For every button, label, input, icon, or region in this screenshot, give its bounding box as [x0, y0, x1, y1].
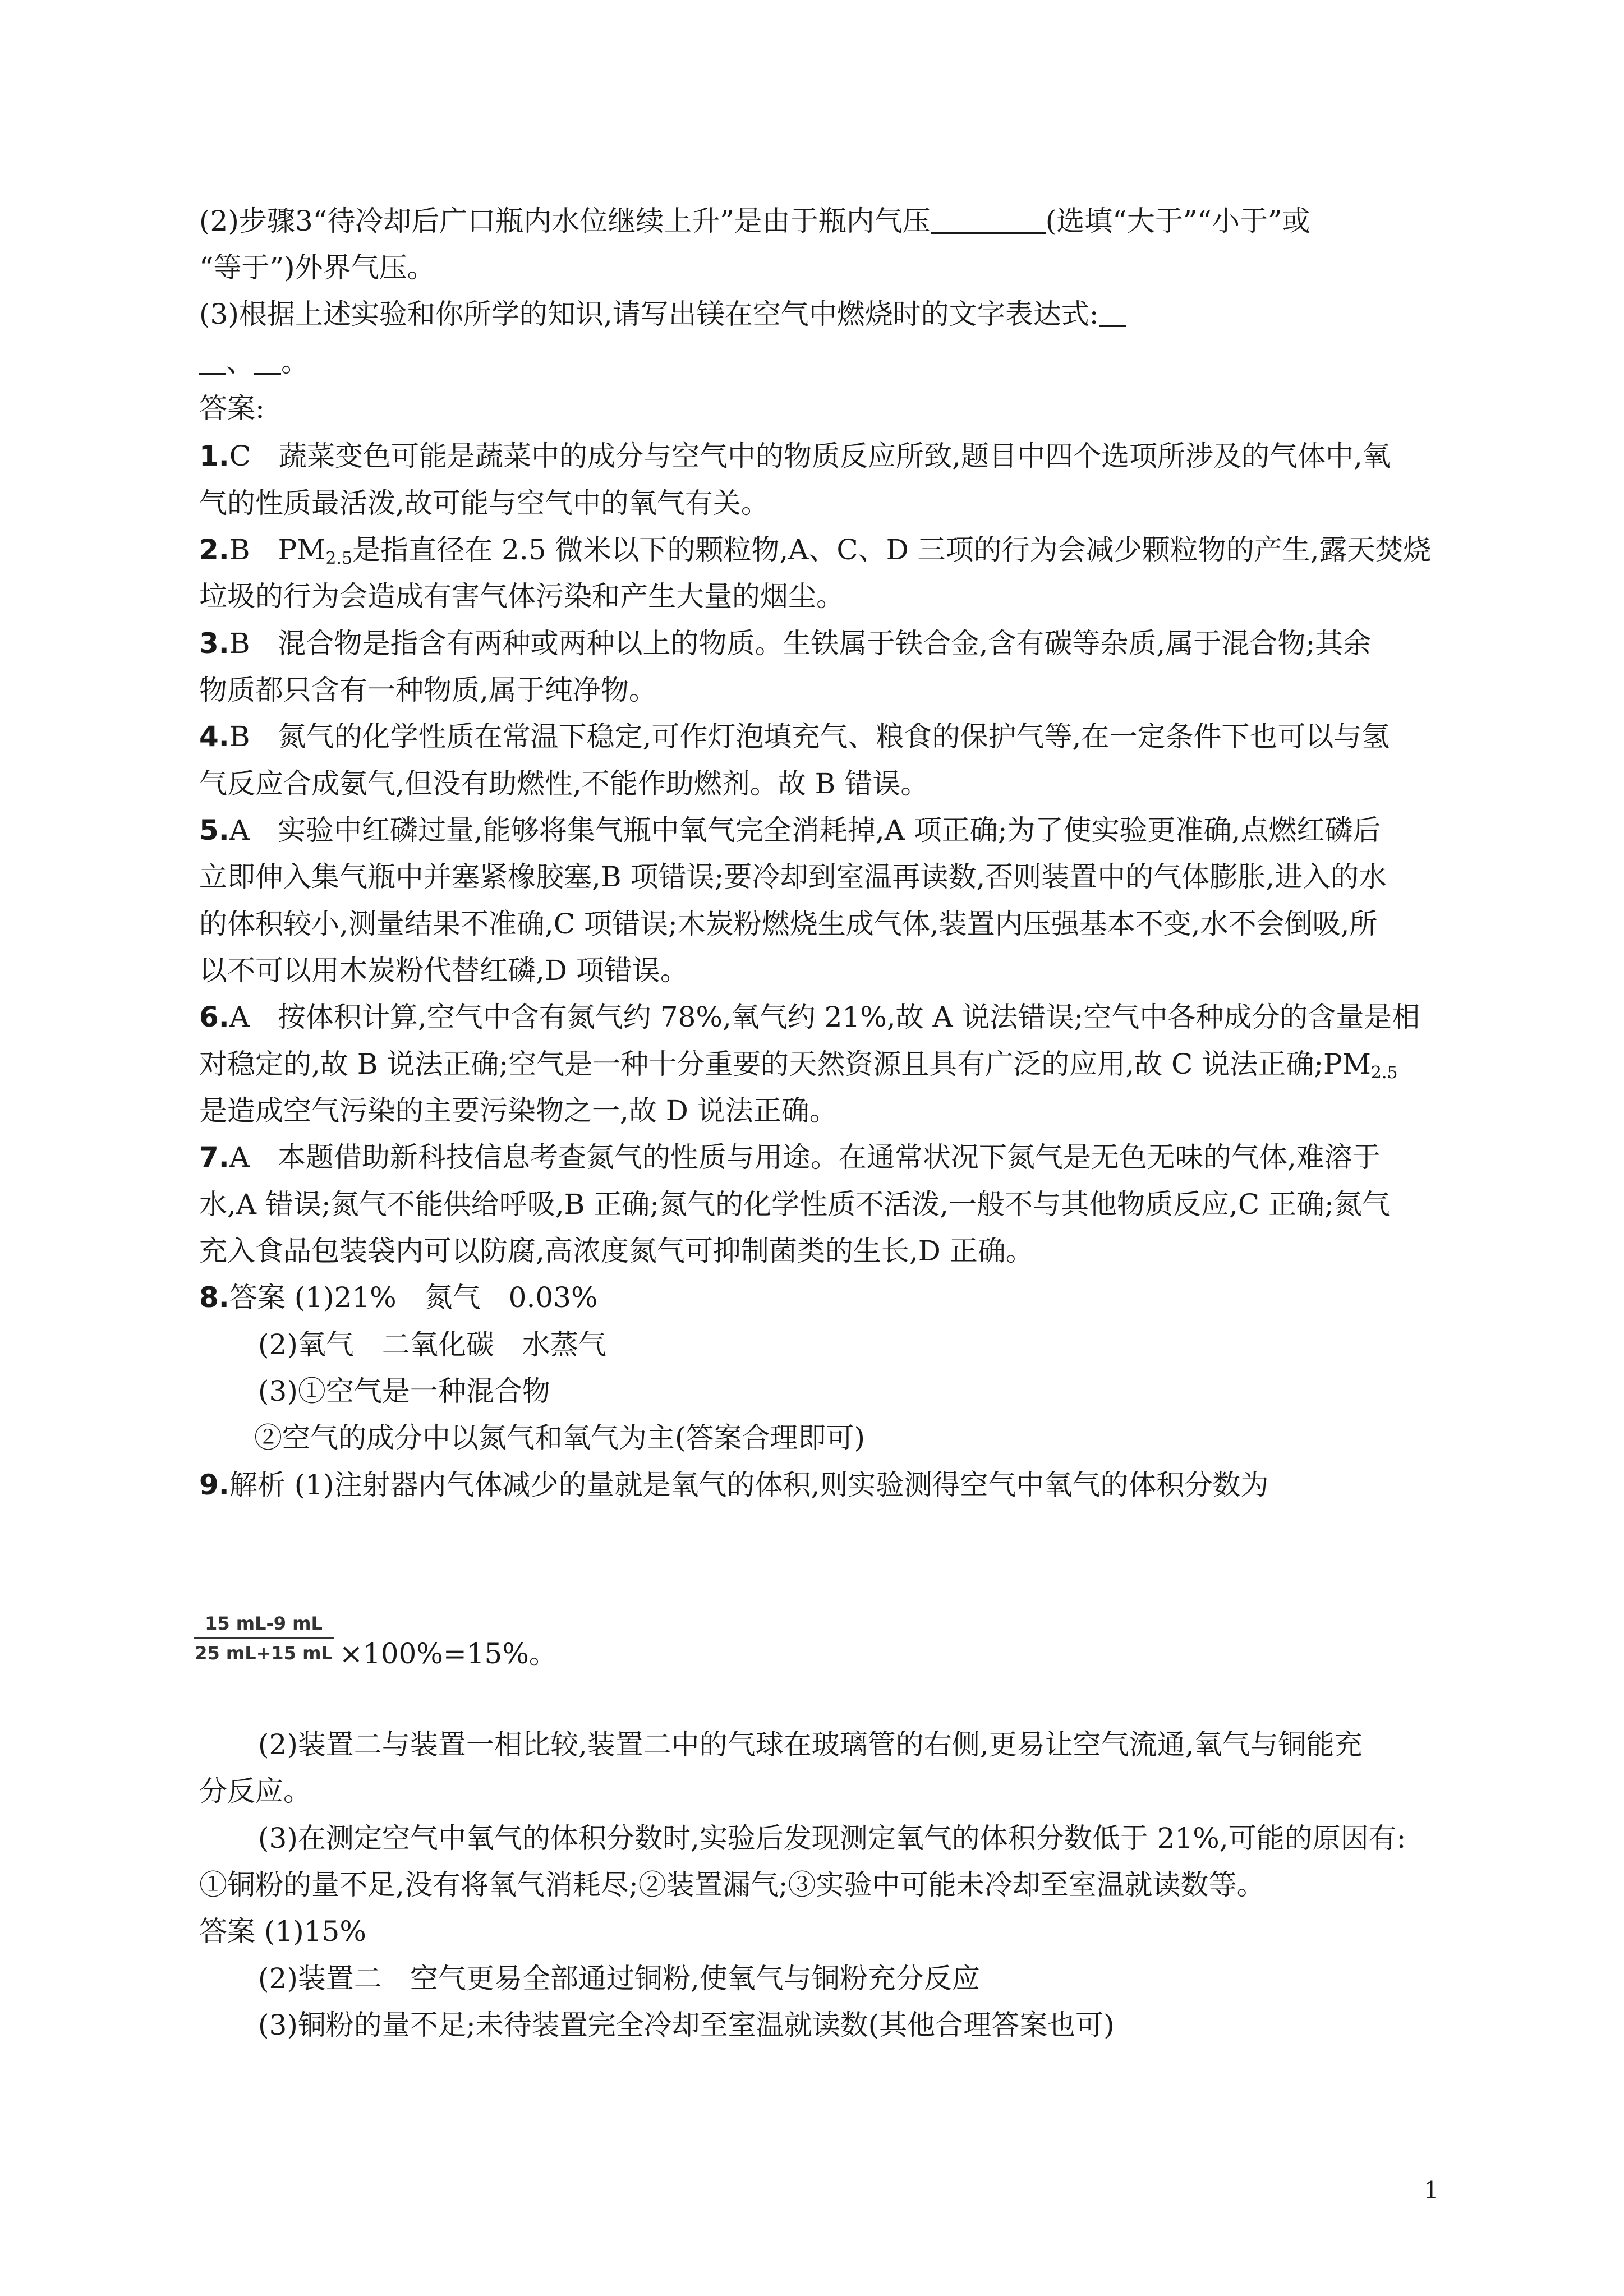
answer-5-line-3: 的体积较小,测量结果不准确,C 项错误;木炭粉燃烧生成气体,装置内压强基本不变,水不会倒吸,所	[199, 908, 1378, 940]
answer-8-line-2: (2)氧气 二氧化碳 水蒸气	[258, 1328, 606, 1361]
q3-line-2: 、 。	[199, 345, 309, 379]
answer-blank[interactable]	[199, 348, 226, 375]
answer-1-line-2: 气的性质最活泼,故可能与空气中的氧气有关。	[199, 487, 769, 519]
answer-9-answer-1: 答案 (1)15%	[199, 1915, 366, 1948]
answer-8-line-4: ②空气的成分中以氮气和氧气为主(答案合理即可)	[254, 1421, 866, 1454]
answer-5-line-4: 以不可以用木炭粉代替红磷,D 项错误。	[199, 954, 688, 987]
answer-4-line-2: 气反应合成氨气,但没有助燃性,不能作助燃剂。故 B 错误。	[199, 767, 929, 800]
answer-9-line-1: 9.解析 (1)注射器内气体减少的量就是氧气的体积,则实验测得空气中氧气的体积分数为	[199, 1469, 1269, 1501]
answer-9-answer-3: (3)铜粉的量不足;未待装置完全冷却至室温就读数(其他合理答案也可)	[258, 2009, 1115, 2041]
answer-9-para-2-line-2: 分反应。	[199, 1775, 311, 1807]
q3-line-1: (3)根据上述实验和你所学的知识,请写出镁在空气中燃烧时的文字表达式:	[199, 297, 1126, 331]
answer-3-line-1: 3.B 混合物是指含有两种或两种以上的物质。生铁属于铁合金,含有碳等杂质,属于混合物;其余	[199, 627, 1372, 660]
answer-5-line-1: 5.A 实验中红磷过量,能够将集气瓶中氧气完全消耗掉,A 项正确;为了使实验更准确,点燃红磷后	[199, 814, 1381, 846]
answer-7-line-2: 水,A 错误;氮气不能供给呼吸,B 正确;氮气的化学性质不活泼,一般不与其他物质反应,C 正确;氮气	[199, 1188, 1390, 1221]
answers-title: 答案:	[199, 392, 265, 425]
answer-6-line-3: 是造成空气污染的主要污染物之一,故 D 说法正确。	[199, 1094, 838, 1127]
q2-line-1: (2)步骤3“待冷却后广口瓶内水位继续上升”是由于瓶内气压 (选填“大于”“小于”或	[199, 205, 1310, 237]
answer-6-line-1: 6.A 按体积计算,空气中含有氮气约 78%,氧气约 21%,故 A 说法错误;空气中各种成分的含量是相	[199, 1001, 1420, 1033]
answer-9-para-3-line-1: (3)在测定空气中氧气的体积分数时,实验后发现测定氧气的体积分数低于 21%,可能的原因有:	[258, 1822, 1406, 1855]
answer-8-line-1: 8.答案 (1)21% 氮气 0.03%	[199, 1281, 598, 1314]
answer-7-line-1: 7.A 本题借助新科技信息考查氮气的性质与用途。在通常状况下氮气是无色无味的气体,难溶于	[199, 1141, 1381, 1174]
answer-1-line-1: 1.C 蔬菜变色可能是蔬菜中的成分与空气中的物质反应所致,题目中四个选项所涉及的气体中,氧	[199, 440, 1391, 472]
answer-blank[interactable]	[931, 208, 1046, 234]
answer-8-line-3: (3)①空气是一种混合物	[258, 1375, 550, 1407]
answer-2-line-2: 垃圾的行为会造成有害气体污染和产生大量的烟尘。	[199, 580, 844, 613]
answer-blank[interactable]	[254, 348, 281, 375]
answer-9-answer-2: (2)装置二 空气更易全部通过铜粉,使氧气与铜粉充分反应	[258, 1962, 980, 1995]
q2-line-2: “等于”)外界气压。	[199, 251, 435, 284]
answer-2-line-1: 2.B $PM_{2.5}$是指直径在 2.5 微米以下的颗粒物,A、C、D 三项的行为会减少颗粒物的产生,露天焚烧	[199, 533, 1432, 568]
fraction-denominator: 25 mL+15 mL	[195, 1642, 333, 1664]
fraction-result: ×100%=15%。	[339, 1637, 557, 1670]
page-number: 1	[1424, 2177, 1439, 2204]
answer-9-para-2-line-1: (2)装置二与装置一相比较,装置二中的气球在玻璃管的右侧,更易让空气流通,氧气与铜能充	[258, 1728, 1363, 1761]
answer-5-line-2: 立即伸入集气瓶中并塞紧橡胶塞,B 项错误;要冷却到室温再读数,否则装置中的气体膨胀,进入的水	[199, 861, 1387, 893]
fraction-formula	[194, 1611, 334, 1665]
answer-7-line-3: 充入食品包装袋内可以防腐,高浓度氮气可抑制菌类的生长,D 正确。	[199, 1235, 1034, 1267]
answer-blank[interactable]	[1099, 301, 1126, 327]
fraction-numerator: 15 mL-9 mL	[194, 1611, 334, 1639]
answer-3-line-2: 物质都只含有一种物质,属于纯净物。	[199, 674, 657, 706]
answer-4-line-1: 4.B 氮气的化学性质在常温下稳定,可作灯泡填充气、粮食的保护气等,在一定条件下也可以与氢	[199, 720, 1390, 753]
answer-9-para-3-line-2: ①铜粉的量不足,没有将氧气消耗尽;②装置漏气;③实验中可能未冷却至室温就读数等。	[199, 1869, 1265, 1901]
answer-6-line-2: 对稳定的,故 B 说法正确;空气是一种十分重要的天然资源且具有广泛的应用,故 C 说法正确$;PM_{2.5}$	[199, 1048, 1398, 1083]
